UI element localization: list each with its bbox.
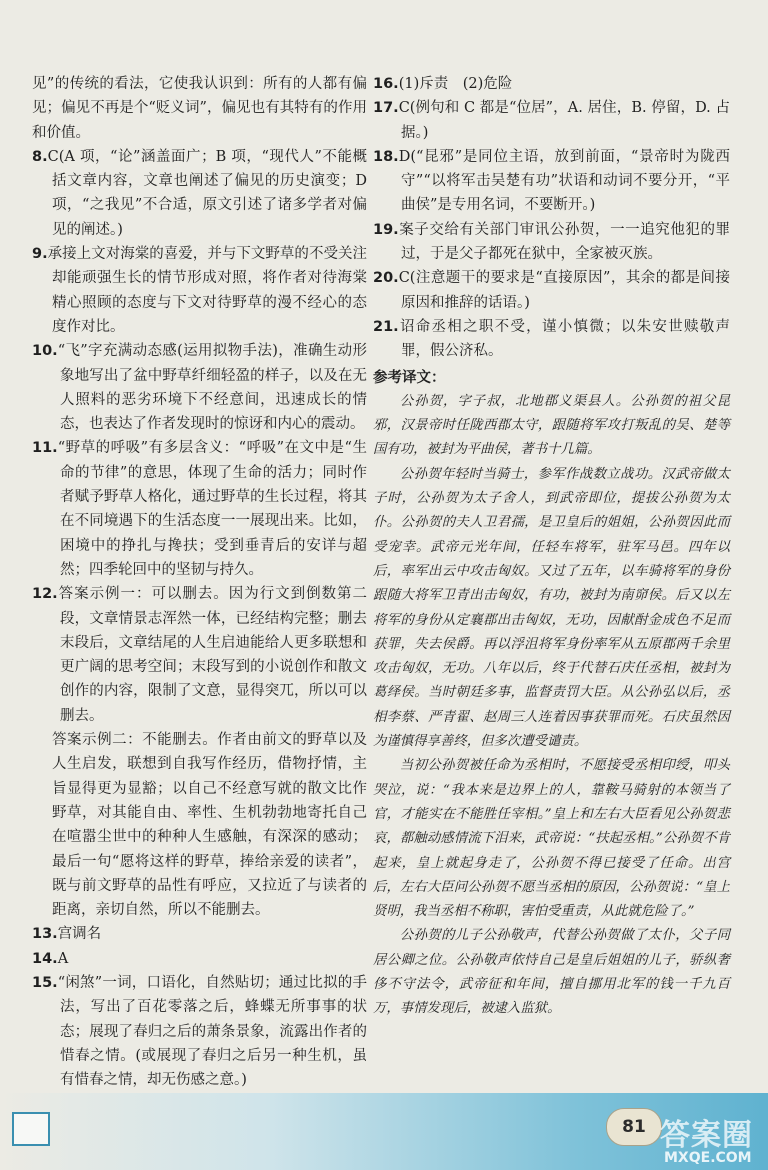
answer-item-10 bbox=[32, 339, 367, 436]
translation-paragraph: 公孙贺，字子叔，北地郡义渠县人。公孙贺的祖父昆邪，汉景帝时任陇西郡太守，跟随将军攻打叛乱的吴、楚等国有功，被封为平曲侯，著书十几篇。 bbox=[373, 393, 730, 458]
watermark-logo: 答案圈 bbox=[660, 1118, 753, 1153]
answer-item-15 bbox=[32, 971, 367, 1092]
answer-item-18 bbox=[373, 145, 730, 218]
answer-number: 15. bbox=[32, 974, 58, 991]
answer-text: “野草的呼吸”有多层含义：“呼吸”在文中是“生命的节律”的意思，体现了生命的活力；同时作者赋予野草人格化，通过野草的生长过程，将其在不同境遇下的生活态度一一展现出来。比如，困境中的挣扎与搀扶；受到垂青后的安详与超然；四季轮回中的坚韧与持久。 bbox=[57, 440, 367, 578]
left-column bbox=[32, 72, 367, 1092]
answer-item-8 bbox=[32, 145, 367, 242]
right-column bbox=[373, 72, 730, 1022]
answer-number: 18. bbox=[373, 148, 399, 165]
answer-text: 案子交给有关部门审讯公孙贺，一一追究他犯的罪过，于是父子都死在狱中，全家被灭族。 bbox=[398, 221, 730, 263]
answer-number: 20. bbox=[373, 270, 399, 287]
answer-text: 答案示例一：可以删去。因为行文到倒数第二段，文章情景志浑然一体，已经结构完整；删去末段后，文章结尾的人生启迪能给人更多联想和更广阔的思考空间；末段写到的小说创作和散文创作的内容，限制了文意，显得突兀，所以可以删去。 bbox=[57, 586, 367, 724]
answer-number: 8. bbox=[32, 148, 48, 165]
answer-item-17 bbox=[373, 96, 730, 145]
answer-continuation bbox=[32, 72, 367, 145]
translation-paragraph: 公孙贺年轻时当骑士，参军作战数立战功。汉武帝做太子时，公孙贺为太子舍人，到武帝即位，提拔公孙贺为太仆。公孙贺的夫人卫君孺，是卫皇后的姐姐，公孙贺因此而受宠幸。武帝元光年间，任轻车将军，驻军马邑。四年以后，率军出云中攻击匈奴。又过了五年，以车骑将军的身份跟随大将军卫青出击匈奴，有功，被封为南窌侯。后又以左将军的身份从定襄郡出击匈奴，无功，因献酎金成色不足而获罪，失去侯爵。再以浮沮将军身份率军从五原郡两千余里攻击匈奴，无功。八年以后，终于代替石庆任丞相，被封为葛绎侯。当时朝廷多事，监督责罚大臣。从公孙弘以后，丞相李蔡、严青翟、赵周三人连着因事获罪而死。石庆虽然因为谨慎得享善终，但多次遭受谴责。 bbox=[373, 466, 730, 750]
answer-text: (1)斥责 (2)危险 bbox=[398, 76, 513, 92]
answer-text: 宫调名 bbox=[57, 926, 102, 943]
translation-paragraph: 公孙贺的儿子公孙敬声，代替公孙贺做了太仆，父子同居公卿之位。公孙敬声依恃自己是皇后姐姐的儿子，骄纵奢侈不守法令，武帝征和年间，擅自挪用北军的钱一千九百万，事情发现后，被逮入监狱。 bbox=[373, 928, 730, 1017]
answer-item-19 bbox=[373, 218, 730, 267]
answer-text: 诏命丞相之职不受，谨小慎微；以朱安世赎敬声罪，假公济私。 bbox=[398, 318, 730, 360]
answer-number: 17. bbox=[373, 100, 399, 117]
answer-item-9 bbox=[32, 242, 367, 339]
answer-text: 见”的传统的看法，它使我认识到：所有的人都有偏见；偏见不再是个“贬义词”，偏见也有其特有的作用和价值。 bbox=[32, 76, 367, 141]
answer-item-11 bbox=[32, 436, 367, 582]
watermark-url: MXQE.COM bbox=[664, 1150, 752, 1166]
answer-item-20 bbox=[373, 266, 730, 315]
answer-item-14 bbox=[32, 947, 367, 971]
footer-square-icon bbox=[12, 1112, 50, 1146]
answer-number: 10. bbox=[32, 343, 58, 360]
answer-item-16 bbox=[373, 72, 730, 96]
answer-text: C(A 项，“论”涵盖面广；B 项，“现代人”不能概括文章内容，文章也阐述了偏见的历史演变；D 项，“之我见”不合适，原文引述了诸多学者对偏见的阐述。) bbox=[47, 148, 367, 238]
answer-text: C(例句和 C 都是“位居”，A. 居住，B. 停留，D. 占据。) bbox=[398, 100, 730, 141]
answer-number: 19. bbox=[373, 221, 399, 238]
translation-paragraph: 当初公孙贺被任命为丞相时，不愿接受丞相印绶，叩头哭泣，说：“我本来是边界上的人，靠鞍马骑射的本领当了官，才能实在不能胜任宰相。”皇上和左右大臣看见公孙贺悲哀，都触动感情流下泪来，武帝说：“扶起丞相。”公孙贺不肯起来，皇上就起身走了，公孙贺不得已接受了任命。出宫后，左右大臣问公孙贺不愿当丞相的原因，公孙贺说：“皇上贤明，我当丞相不称职，害怕受重责，从此就危险了。” bbox=[373, 758, 730, 920]
answer-number: 12. bbox=[32, 586, 58, 603]
answer-number: 9. bbox=[32, 246, 48, 263]
answer-number: 14. bbox=[32, 950, 58, 967]
answer-item-12 bbox=[32, 582, 367, 728]
reference-translation-title: 参考译文： bbox=[373, 369, 446, 386]
answer-text: 承接上文对海棠的喜爱，并与下文野草的不受关注却能顽强生长的情节形成对照，将作者对待海棠精心照顾的态度与下文对待野草的漫不经心的态度作对比。 bbox=[47, 246, 367, 335]
answer-item-21 bbox=[373, 315, 730, 364]
answer-item-13 bbox=[32, 922, 367, 946]
answer-text: “闲煞”一词，口语化，自然贴切；通过比拟的手法，写出了百花零落之后，蜂蝶无所事事的状态；展现了春归之后的萧条景象，流露出作者的惜春之情。(或展现了春归之后另一种生机，虽有惜春之情，却无伤感之意。) bbox=[57, 974, 367, 1089]
answer-number: 16. bbox=[373, 76, 399, 92]
answer-number: 21. bbox=[373, 318, 399, 335]
answer-number: 11. bbox=[32, 440, 58, 457]
answer-text: D(“昆邪”是同位主语，放到前面，“景帝时为陇西守”“以将军击吴楚有功”状语和动词不要分开，“平曲侯”是专用名词，不要断开。) bbox=[398, 148, 730, 214]
answer-text: 答案示例二：不能删去。作者由前文的野草以及人生启发，联想到自我写作经历，借物抒情，主旨显得更为显豁；以自己不经意写就的散文比作野草，对其能自由、率性、生机勃勃地寄托自己在喧嚣尘世中的种种人生感触，有深深的感动；最后一句“愿将这样的野草，捧给亲爱的读者”，既与前文野草的品性有呼应，又拉近了与读者的距离，亲切自然，所以不能删去。 bbox=[52, 732, 367, 919]
answer-text: “飞”字充满动态感(运用拟物手法)，准确生动形象地写出了盆中野草纤细轻盈的样子，以及在无人照料的恶劣环境下不经意间，迅速成长的情态，也表达了作者发现时的惊讶和内心的震动。 bbox=[57, 343, 367, 433]
page-number: 81 bbox=[606, 1108, 662, 1146]
answer-text: A bbox=[57, 950, 69, 967]
answer-number: 13. bbox=[32, 926, 58, 943]
answer-item-12-example-two bbox=[32, 728, 367, 922]
answer-text: C(注意题干的要求是“直接原因”，其余的都是间接原因和推辞的话语。) bbox=[398, 270, 730, 311]
